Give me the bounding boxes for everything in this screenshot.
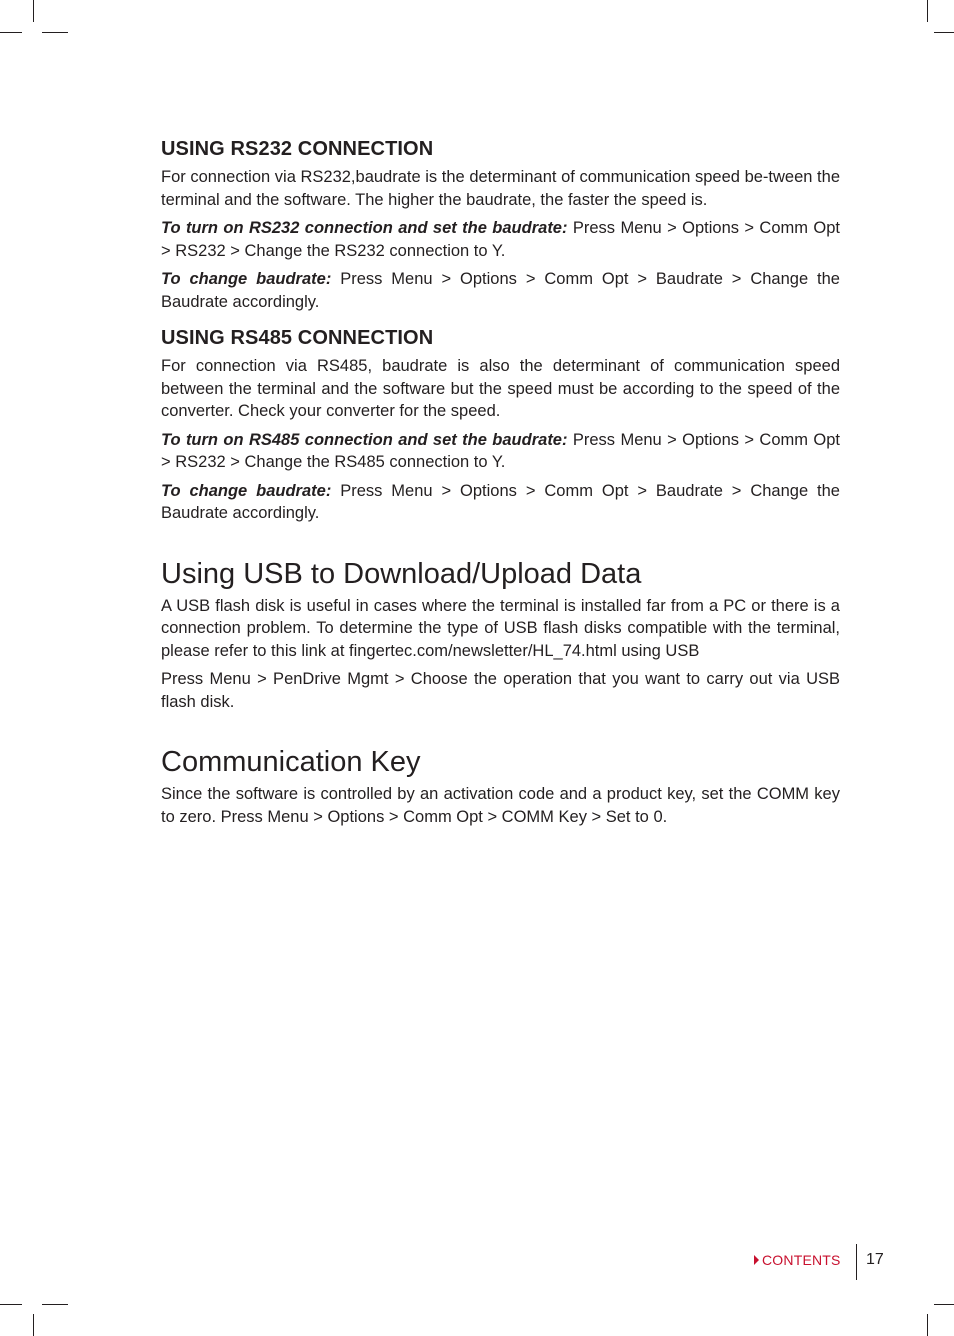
comm-key-section xyxy=(161,745,840,828)
caret-right-icon xyxy=(754,1255,759,1265)
crop-mark xyxy=(33,1314,34,1336)
comm-key-paragraph: Since the software is controlled by an activation code and a product key, set the COMM key to zero. Press Menu > Options > Comm Opt > COMM Key > Set to 0. xyxy=(161,785,840,826)
rs232-turn-on-label: To turn on RS232 connection and set the baudrate: xyxy=(161,219,568,237)
page-footer xyxy=(0,1244,954,1280)
rs485-intro: For connection via RS485, baudrate is also the determinant of communication speed between the terminal and the software but the speed must be according to the speed of the converter. Check your converter for the speed. xyxy=(161,357,840,420)
rs232-change-label: To change baudrate: xyxy=(161,270,332,288)
rs232-turn-on-paragraph xyxy=(161,217,840,262)
rs232-change-paragraph xyxy=(161,268,840,313)
usb-paragraph-1: A USB flash disk is useful in cases where the terminal is installed far from a PC or there is a connection problem. To determine the type of USB flash disks compatible with the terminal, please refer to this link at fingertec.com/newsletter/HL_74.html using USB xyxy=(161,596,840,660)
crop-mark xyxy=(927,1314,928,1336)
rs485-change-label: To change baudrate: xyxy=(161,481,332,500)
rs485-change-paragraph xyxy=(161,480,840,525)
page-content xyxy=(161,136,840,834)
usb-section xyxy=(161,557,840,714)
comm-key-title: Communication Key xyxy=(161,746,421,778)
rs232-section xyxy=(161,136,840,313)
rs232-change-text: Press Menu > Options > Comm Opt > Baudrate > Change the Baudrate accordingly. xyxy=(161,270,840,311)
footer-divider xyxy=(856,1244,857,1280)
rs232-turn-on-text: Press Menu > Options > Comm Opt > RS232 > Change the RS232 connection to Y. xyxy=(161,219,840,260)
rs485-heading: USING RS485 CONNECTION xyxy=(161,327,434,349)
crop-mark xyxy=(927,0,928,22)
rs485-section xyxy=(161,325,840,525)
crop-mark xyxy=(42,1304,68,1305)
rs232-intro: For connection via RS232,baudrate is the determinant of communication speed be-tween the terminal and the software. The higher the baudrate, the faster the speed is. xyxy=(161,168,840,209)
page-number: 17 xyxy=(866,1251,884,1268)
crop-mark xyxy=(33,0,34,22)
usb-title: Using USB to Download/Upload Data xyxy=(161,557,642,590)
rs485-turn-on-label: To turn on RS485 connection and set the baudrate: xyxy=(161,430,568,449)
rs485-change-text: Press Menu > Options > Comm Opt > Baudrate > Change the Baudrate accordingly. xyxy=(161,481,840,522)
rs485-turn-on-text: Press Menu > Options > Comm Opt > RS232 > Change the RS485 connection to Y. xyxy=(161,430,840,471)
crop-mark xyxy=(42,32,68,33)
crop-mark xyxy=(0,32,22,33)
usb-paragraph-2: Press Menu > PenDrive Mgmt > Choose the operation that you want to carry out via USB flash disk. xyxy=(161,670,840,711)
rs485-turn-on-paragraph xyxy=(161,429,840,474)
crop-mark xyxy=(0,1304,22,1305)
contents-link[interactable] xyxy=(754,1252,841,1268)
crop-mark xyxy=(934,32,954,33)
contents-label: CONTENTS xyxy=(762,1252,841,1268)
crop-mark xyxy=(934,1304,954,1305)
rs232-heading: USING RS232 CONNECTION xyxy=(161,138,434,160)
